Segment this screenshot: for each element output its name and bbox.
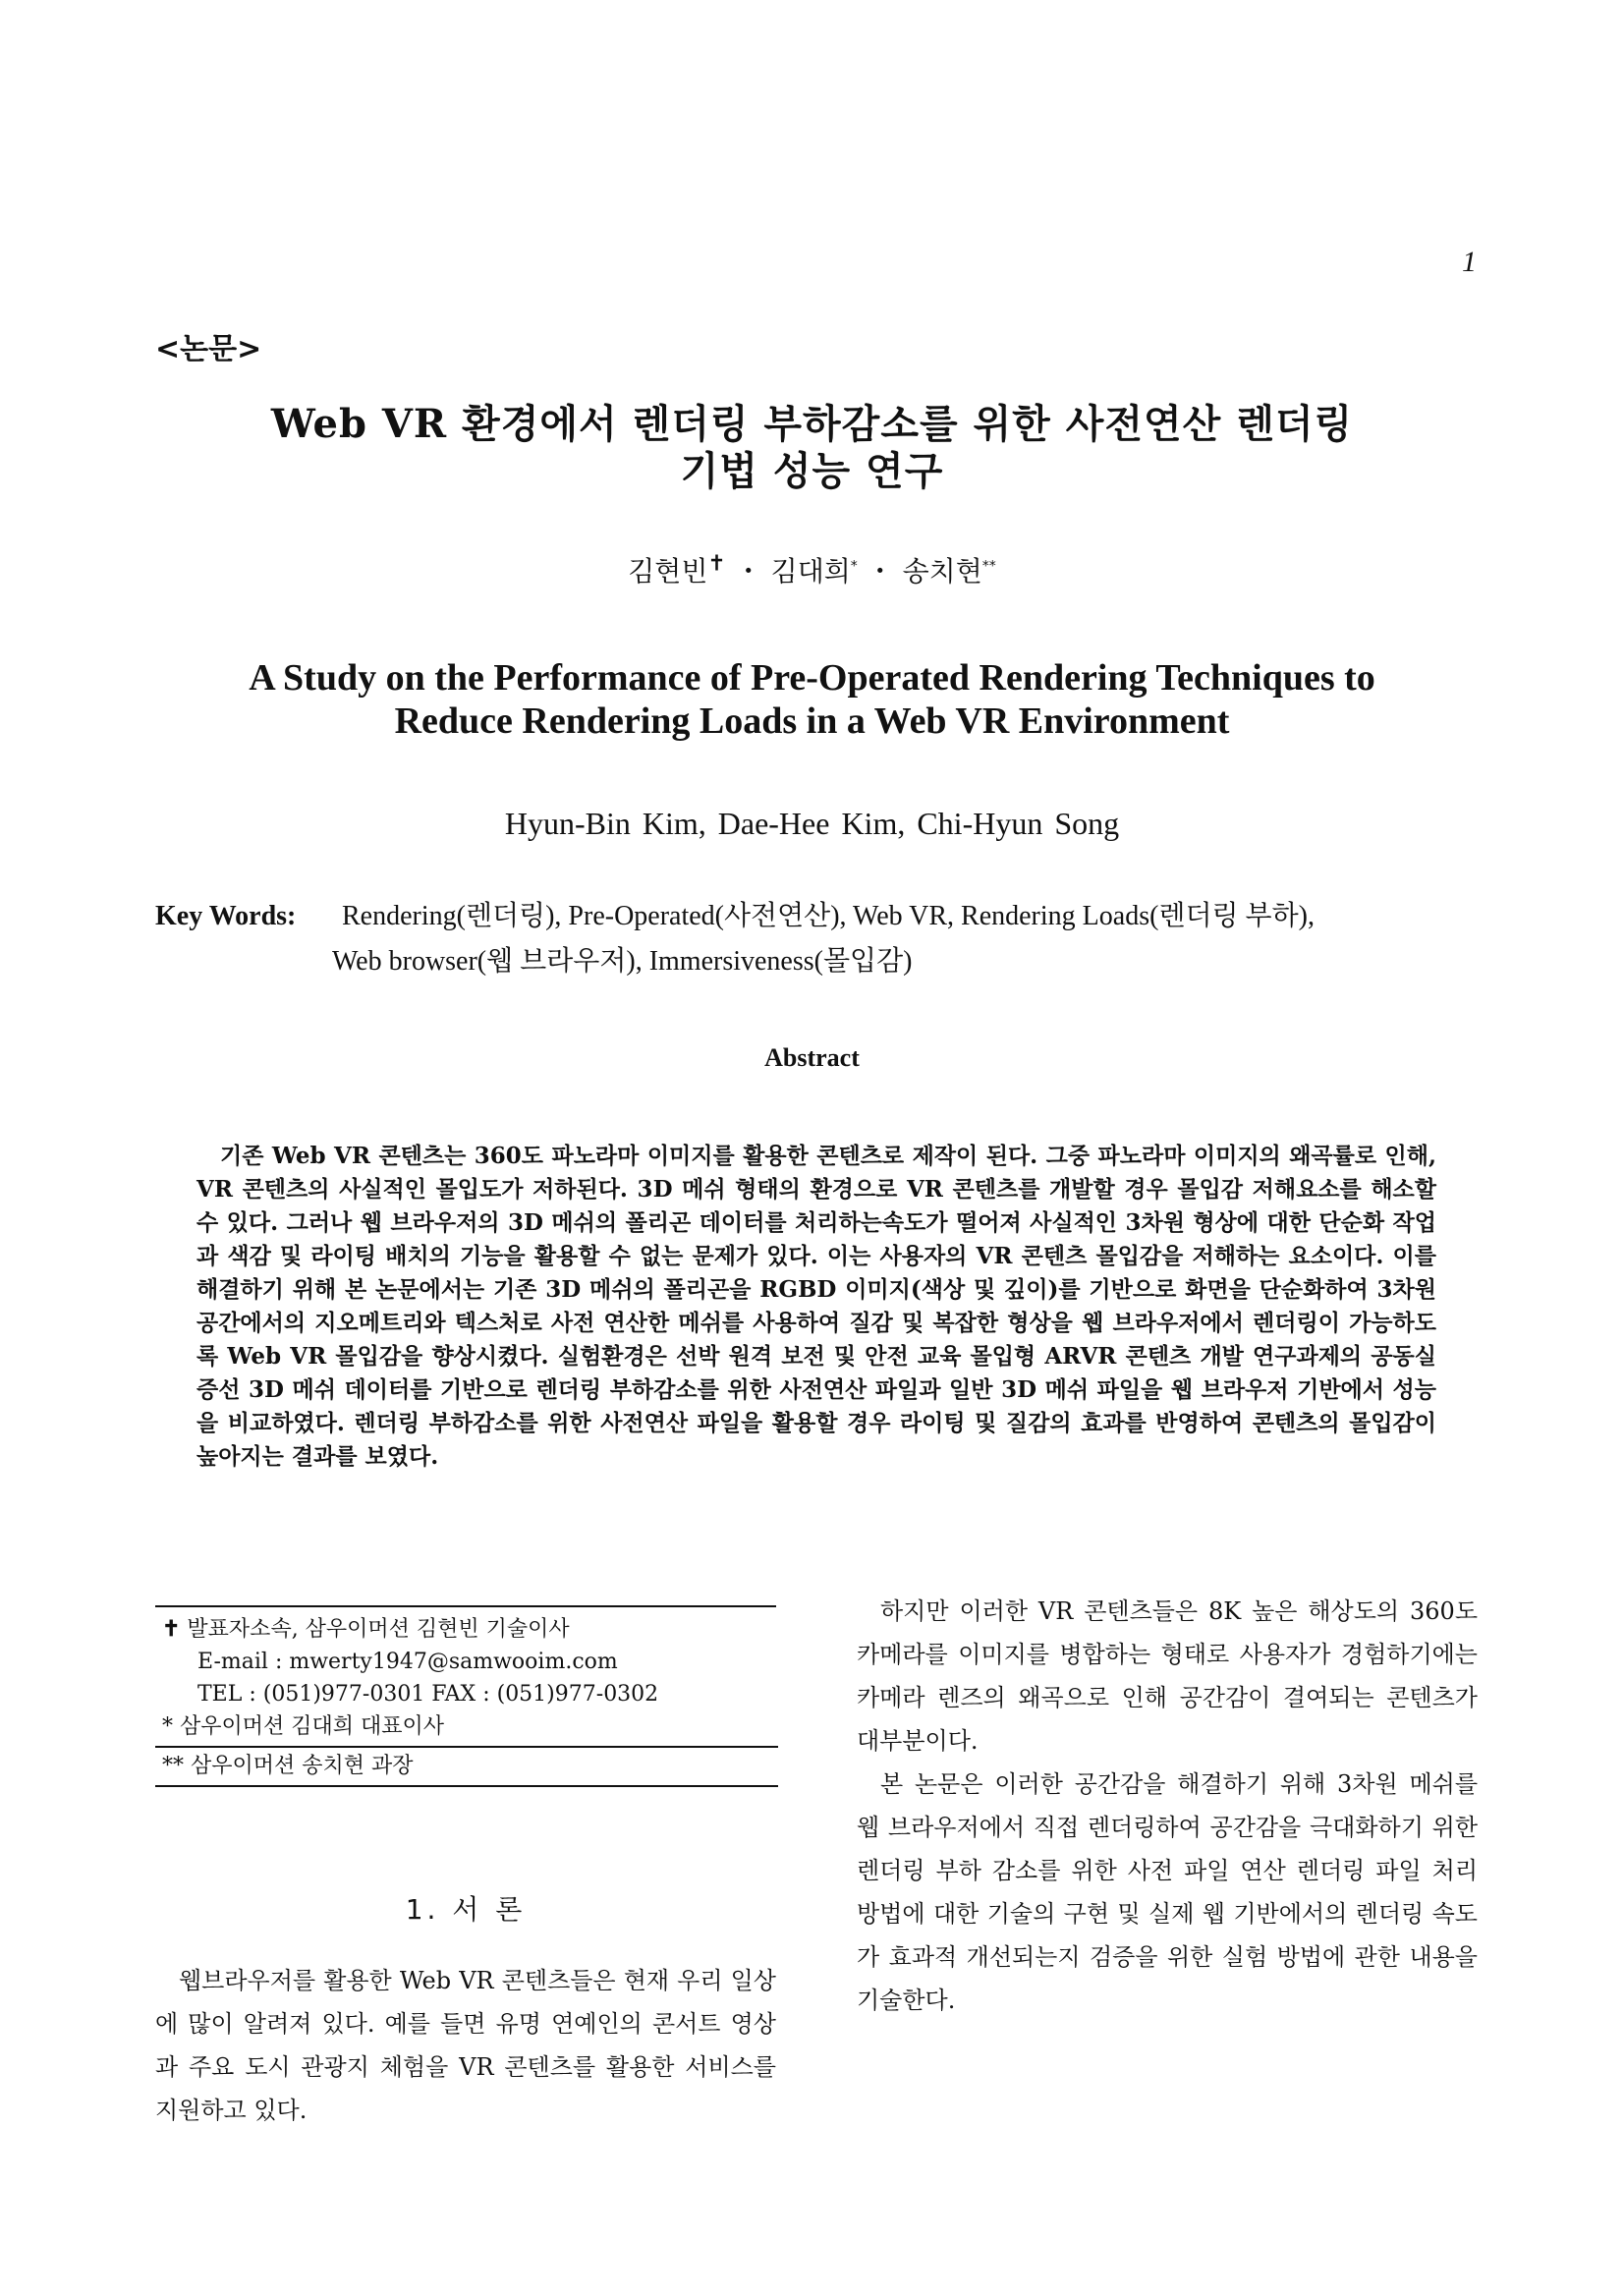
abstract-body: 기존 Web VR 콘텐츠는 360도 파노라마 이미지를 활용한 콘텐츠로 제작이 된다. 그중 파노라마 이미지의 왜곡률로 인해, VR 콘텐츠의 사실적인 몰입도가 저하된다. 3D 메쉬 형태의 환경으로 VR 콘텐츠를 개발할 경우 몰입감 저해요소를 해소할 수 있다. 그러나 웹 브라우저의 3D 메쉬의 폴리곤 데이터를 처리하는속도가 떨어져 사실적인 3차원 형상에 대한 단순화 작업과 색감 및 라이팅 배치의 기능을 활용할 수 없는 문제가 있다. 이는 사용자의 VR 콘텐츠 몰입감을 저해하는 요소이다. 이를 해결하기 위해 본 논문에서는 기존 3D 메쉬의 폴리곤을 RGBD 이미지(색상 및 깊이)를 기반으로 화면을 단순화하여 3차원 공간에서의 지오메트리와 텍스처로 사전 연산한 메쉬를 사용하여 질감 및 복잡한 형상을 웹 브라우저에서 렌더링이 가능하도록 Web VR 몰입감을 향상시켰다. 실험환경은 선박 원격 보전 및 안전 교육 몰입형 ARVR 콘텐츠 개발 연구과제의 공동실증선 3D 메쉬 데이터를 기반으로 렌더링 부하감소를 위한 사전연산 파일과 일반 3D 메쉬 파일을 웹 브라우저 기반에서 성능을 비교하였다. 렌더링 부하감소를 위한 사전연산 파일을 활용할 경우 라이팅 및 질감의 효과를 반영하여 콘텐츠의 몰입감이 높아지는 결과를 보였다. xyxy=(196,1143,1436,1470)
footnote-tel-fax: TEL : (051)977-0301 FAX : (051)977-0302 xyxy=(197,1682,659,1707)
dagger-icon: ✝ xyxy=(707,551,726,577)
author-separator: ・ xyxy=(857,555,894,588)
author-2: 김대희 xyxy=(770,555,851,588)
title-korean-line-2: 기법 성능 연구 xyxy=(680,448,944,494)
body-paragraph-2: 본 논문은 이러한 공간감을 해결하기 위해 3차원 메쉬를 웹 브라우저에서 직접 렌더링하여 공간감을 극대화하기 위한 렌더링 부하 감소를 위한 사전 파일 연산 렌더링 파일 처리 방법에 대한 기술의 구현 및 실제 웹 기반에서의 렌더링 속도가 효과적 개선되는지 검증을 위한 실험 방법에 관한 내용을 기술한다. xyxy=(857,1770,1478,2014)
body-right-column xyxy=(857,1590,1478,2022)
page-number: 1 xyxy=(1462,246,1477,278)
footnote-divider xyxy=(155,1605,776,1607)
keywords-line-1: Rendering(렌더링), Pre-Operated(사전연산), Web VR, Rendering Loads(렌더링 부하), xyxy=(342,901,1315,931)
section-label: <논문> xyxy=(155,332,262,366)
authors-korean xyxy=(0,550,1624,589)
footnote-3: ** 삼우이머션 송치현 과장 xyxy=(162,1754,414,1778)
body-paragraph-1: 하지만 이러한 VR 콘텐츠들은 8K 높은 해상도의 360도 카메라를 이미지를 병합하는 형태로 사용자가 경험하기에는 카메라 렌즈의 왜곡으로 인해 공간감이 결여되는 콘텐츠가 대부분이다. xyxy=(857,1597,1478,1755)
footnotes xyxy=(162,1613,771,1789)
author-2-mark: * xyxy=(850,558,858,575)
title-english xyxy=(147,656,1477,743)
body-left-column: 웹브라우저를 활용한 Web VR 콘텐츠들은 현재 우리 일상에 많이 알려져 있다. 예를 들면 유명 연예인의 콘서트 영상과 주요 도시 관광지 체험을 VR 콘텐츠를 활용한 서비스를 지원하고 있다. xyxy=(155,1967,776,2124)
author-3-mark: ** xyxy=(981,558,996,575)
footnote-1: 발표자소속, 삼우이머션 김현빈 기술이사 xyxy=(180,1617,570,1642)
author-separator: ・ xyxy=(725,555,762,588)
title-english-line-2: Reduce Rendering Loads in a Web VR Environment xyxy=(394,700,1230,742)
keywords xyxy=(155,894,1491,984)
footnote-divider xyxy=(155,1785,778,1787)
author-1: 김현빈 xyxy=(628,555,708,588)
abstract-heading: Abstract xyxy=(764,1043,860,1072)
title-korean xyxy=(147,401,1477,495)
authors-english: Hyun-Bin Kim, Dae-Hee Kim, Chi-Hyun Song xyxy=(504,806,1120,841)
section-heading: 1. 서 론 xyxy=(405,1893,527,1926)
keywords-label: Key Words: xyxy=(155,901,297,931)
dagger-icon: ✝ xyxy=(162,1616,181,1642)
footnote-divider xyxy=(155,1746,778,1748)
title-korean-line-1: Web VR 환경에서 렌더링 부하감소를 위한 사전연산 렌더링 xyxy=(270,401,1354,447)
title-english-line-1: A Study on the Performance of Pre-Operated Rendering Techniques to xyxy=(249,657,1375,699)
author-3: 송치현 xyxy=(902,555,982,588)
footnote-email: E-mail : mwerty1947@samwooim.com xyxy=(197,1650,618,1674)
footnote-2: * 삼우이머션 김대희 대표이사 xyxy=(162,1714,445,1739)
keywords-line-2: Web browser(웹 브라우저), Immersiveness(몰입감) xyxy=(332,946,913,977)
